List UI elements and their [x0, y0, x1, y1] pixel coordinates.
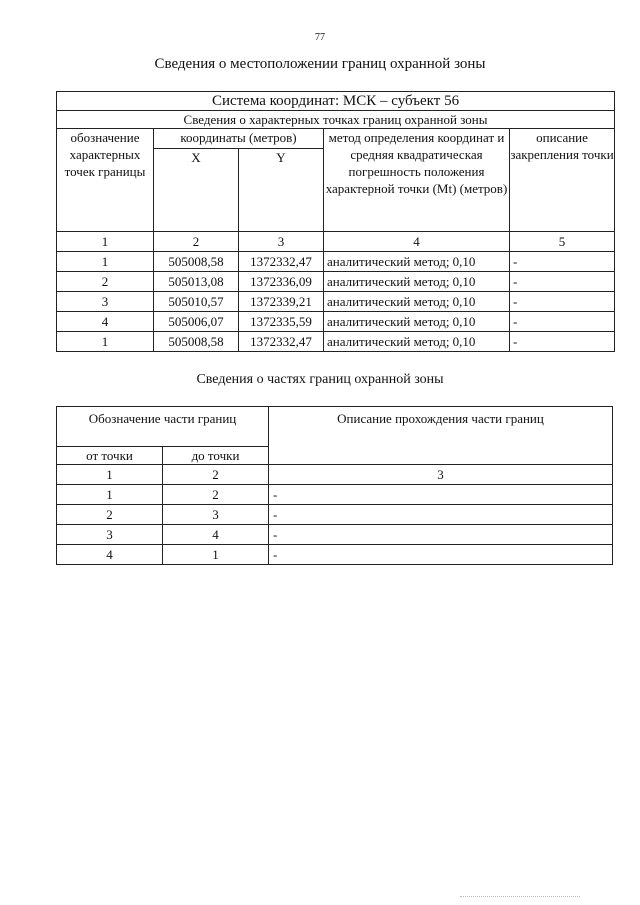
description-cell: -	[510, 252, 615, 272]
column-number: 3	[239, 232, 324, 252]
point-cell: 1	[57, 252, 154, 272]
method-cell: аналитический метод; 0,10	[324, 272, 510, 292]
from-cell: 4	[57, 545, 163, 565]
header-x: X	[154, 149, 239, 232]
y-cell: 1372335,59	[239, 312, 324, 332]
header-description: описание закрепления точки	[510, 129, 615, 232]
section-header: Сведения о характерных точках границ охранной зоны	[57, 111, 615, 129]
description-cell: -	[510, 292, 615, 312]
column-number: 5	[510, 232, 615, 252]
y-cell: 1372332,47	[239, 252, 324, 272]
from-cell: 3	[57, 525, 163, 545]
header-part-designation: Обозначение части границ	[57, 407, 269, 447]
method-cell: аналитический метод; 0,10	[324, 332, 510, 352]
part-description-cell: -	[269, 545, 613, 565]
table-row	[57, 252, 615, 272]
column-number: 2	[163, 465, 269, 485]
y-cell: 1372336,09	[239, 272, 324, 292]
y-cell: 1372332,47	[239, 332, 324, 352]
column-number: 1	[57, 232, 154, 252]
to-cell: 4	[163, 525, 269, 545]
part-description-cell: -	[269, 505, 613, 525]
method-cell: аналитический метод; 0,10	[324, 292, 510, 312]
to-cell: 2	[163, 485, 269, 505]
footer-scan-marks	[460, 896, 580, 899]
x-cell: 505006,07	[154, 312, 239, 332]
point-cell: 1	[57, 332, 154, 352]
boundary-parts-table	[56, 406, 613, 565]
column-number: 1	[57, 465, 163, 485]
parts-title: Сведения о частях границ охранной зоны	[196, 372, 444, 387]
table-row	[57, 545, 613, 565]
header-method: метод определения координат и средняя квадратическая погрешность положения характерной точки (Mt) (метров)	[324, 129, 510, 232]
x-cell: 505008,58	[154, 332, 239, 352]
column-number-row	[57, 232, 615, 252]
header-part-description: Описание прохождения части границ	[269, 407, 613, 465]
column-number: 2	[154, 232, 239, 252]
x-cell: 505013,08	[154, 272, 239, 292]
point-cell: 3	[57, 292, 154, 312]
from-cell: 1	[57, 485, 163, 505]
column-number-row	[57, 465, 613, 485]
description-cell: -	[510, 272, 615, 292]
y-cell: 1372339,21	[239, 292, 324, 312]
table-row	[57, 485, 613, 505]
location-title: Сведения о местоположении границ охранной зоны	[154, 56, 486, 72]
column-number: 4	[324, 232, 510, 252]
point-cell: 4	[57, 312, 154, 332]
to-cell: 1	[163, 545, 269, 565]
header-to-point: до точки	[163, 447, 269, 465]
header-point-designation: обозначение характерных точек границы	[57, 129, 154, 232]
to-cell: 3	[163, 505, 269, 525]
header-y: Y	[239, 149, 324, 232]
x-cell: 505008,58	[154, 252, 239, 272]
header-coordinates: координаты (метров)	[154, 129, 324, 149]
table-row	[57, 505, 613, 525]
table-row	[57, 332, 615, 352]
table-row	[57, 292, 615, 312]
table-row	[57, 272, 615, 292]
table-row	[57, 525, 613, 545]
coordinates-table	[56, 91, 615, 352]
description-cell: -	[510, 332, 615, 352]
header-from-point: от точки	[57, 447, 163, 465]
column-number: 3	[269, 465, 613, 485]
part-description-cell: -	[269, 485, 613, 505]
coordinate-system: Система координат: МСК – субъект 56	[57, 92, 615, 111]
part-description-cell: -	[269, 525, 613, 545]
page-number: 77	[315, 32, 325, 43]
method-cell: аналитический метод; 0,10	[324, 252, 510, 272]
method-cell: аналитический метод; 0,10	[324, 312, 510, 332]
point-cell: 2	[57, 272, 154, 292]
description-cell: -	[510, 312, 615, 332]
from-cell: 2	[57, 505, 163, 525]
x-cell: 505010,57	[154, 292, 239, 312]
table-row	[57, 312, 615, 332]
